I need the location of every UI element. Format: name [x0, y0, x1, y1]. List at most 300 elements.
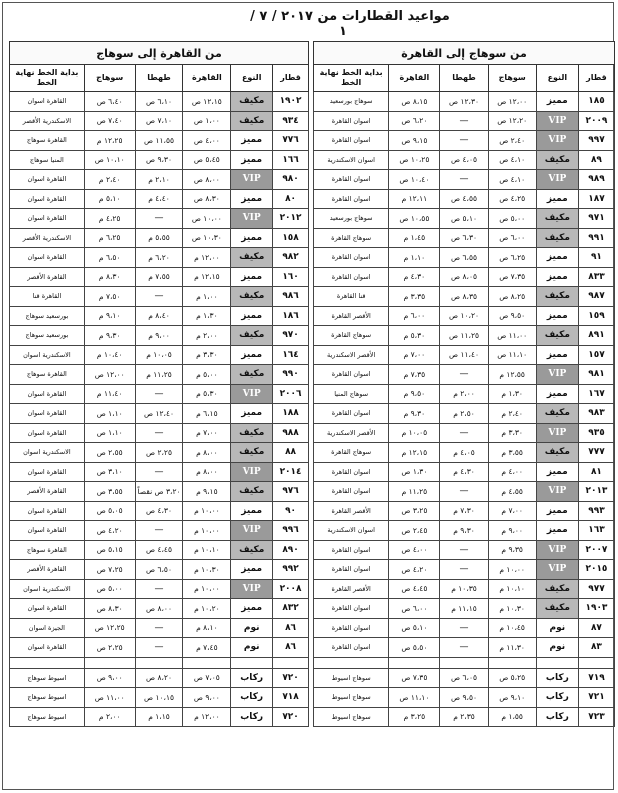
train-type-cell: مكيف — [536, 579, 578, 599]
time-cell: ٩،١٥ ص — [389, 131, 440, 151]
train-number-cell: ٩٩٧ — [578, 131, 614, 151]
route-cell: القاهرة اسوان — [10, 521, 85, 541]
time-cell: — — [440, 638, 488, 658]
route-cell: اسوان الاسكندرية — [314, 521, 389, 541]
time-cell: ١٠،٠٠ م — [488, 560, 536, 580]
train-number-cell: ٢٠٠٩ — [578, 111, 614, 131]
time-cell: ٦،٤٠ ص — [84, 92, 135, 112]
table-row — [10, 540, 309, 560]
train-type-cell: مميز — [231, 131, 273, 151]
table-row — [314, 248, 615, 268]
time-cell: ٦،٥٠ ص — [135, 560, 183, 580]
train-type-cell: VIP — [231, 521, 273, 541]
train-type-cell: ركاب — [231, 688, 273, 708]
train-number-cell: ٩٧٠ — [273, 326, 309, 346]
train-type-cell: مميز — [536, 267, 578, 287]
route-cell: سوهاج المنيا — [314, 384, 389, 404]
train-number-cell: ٩٣٥ — [578, 423, 614, 443]
table-row — [314, 501, 615, 521]
time-cell: ٥،٠٥ ص — [84, 501, 135, 521]
time-cell: — — [135, 423, 183, 443]
time-cell: ١٢،١١ م — [389, 189, 440, 209]
column-header: بداية الخط نهاية الخط — [10, 65, 85, 92]
time-cell: ٦،٢٠ ص — [389, 111, 440, 131]
time-cell: ٤،٤٠ م — [135, 189, 183, 209]
time-cell: ١٢،٠٠ م — [183, 248, 231, 268]
time-cell: ٨،٢٥ ص — [488, 287, 536, 307]
time-cell: — — [135, 618, 183, 638]
train-number-cell: ٧٢٠ — [273, 668, 309, 688]
route-cell: اسوان القاهرة — [314, 248, 389, 268]
train-number-cell: ٢٠١٤ — [273, 462, 309, 482]
train-type-cell: مميز — [231, 501, 273, 521]
schedule-page — [2, 2, 614, 790]
train-type-cell: مكيف — [536, 326, 578, 346]
train-number-cell: ١٩٠٣ — [578, 599, 614, 619]
time-cell: ١٢،١٥ م — [389, 443, 440, 463]
table-row — [10, 287, 309, 307]
separator-cell — [389, 657, 440, 668]
time-cell: ١٠،٢٠ م — [183, 599, 231, 619]
train-number-cell: ٨٩١ — [578, 326, 614, 346]
route-cell: سوهاج بورسعيد — [314, 209, 389, 229]
time-cell: ٩،٠٠ م — [135, 326, 183, 346]
train-type-cell: مميز — [231, 267, 273, 287]
table-row — [10, 668, 309, 688]
time-cell: ٢،٥٠ م — [440, 404, 488, 424]
time-cell: ١٢،١٥ ص — [183, 92, 231, 112]
train-type-cell: ركاب — [536, 688, 578, 708]
train-type-cell: نوم — [536, 638, 578, 658]
table-row — [314, 462, 615, 482]
time-cell: ١٠،٥٥ ص — [389, 209, 440, 229]
train-type-cell: مكيف — [231, 92, 273, 112]
time-cell: ١١،٠٠ ص — [84, 688, 135, 708]
train-number-cell: ٩٩١ — [578, 228, 614, 248]
time-cell: ٩،٣٠ م — [440, 521, 488, 541]
train-type-cell: مكيف — [536, 404, 578, 424]
separator-cell — [84, 657, 135, 668]
table-row — [314, 92, 615, 112]
table-row — [10, 384, 309, 404]
route-cell: القاهرة اسوان — [10, 189, 85, 209]
train-type-cell: VIP — [536, 560, 578, 580]
time-cell: ٦،٠٠ ص — [389, 599, 440, 619]
time-cell: ٤،٣٠ م — [389, 267, 440, 287]
train-type-cell: VIP — [536, 131, 578, 151]
route-cell: اسوان القاهرة — [314, 618, 389, 638]
route-cell: اسوان الاسكندرية — [314, 150, 389, 170]
sohag-to-cairo-table — [313, 41, 615, 727]
train-type-cell: VIP — [536, 482, 578, 502]
time-cell: ٣،٢٥ م — [389, 707, 440, 727]
route-cell: اسيوط سوهاج — [10, 668, 85, 688]
train-type-cell: مميز — [231, 228, 273, 248]
time-cell: ٩،١٥ م — [183, 482, 231, 502]
table-row — [314, 111, 615, 131]
time-cell: ١١،٤٠ م — [84, 384, 135, 404]
table-row — [314, 170, 615, 190]
train-number-cell: ١٥٧ — [578, 345, 614, 365]
route-cell: القاهرة اسوان — [10, 170, 85, 190]
time-cell: ١٠،٣٥ م — [440, 579, 488, 599]
column-header: بداية الخط نهاية الخط — [314, 65, 389, 92]
time-cell: ٣،١٠ ص — [84, 462, 135, 482]
time-cell: ١٠،٠٠ ص — [183, 209, 231, 229]
time-cell: ٥،٣٠ م — [389, 326, 440, 346]
time-cell: — — [440, 170, 488, 190]
route-cell: اسوان القاهرة — [314, 365, 389, 385]
time-cell: — — [135, 209, 183, 229]
time-cell: ٢،٤٠ م — [488, 404, 536, 424]
table-row — [10, 365, 309, 385]
route-cell: الاسكندرية اسوان — [10, 579, 85, 599]
train-number-cell: ١٨٦ — [273, 306, 309, 326]
table-row — [10, 150, 309, 170]
time-cell: ٨،٣٠ ص — [183, 189, 231, 209]
column-header: طهطا — [135, 65, 183, 92]
time-cell: ٦،٢٥ م — [84, 228, 135, 248]
table-row — [314, 131, 615, 151]
train-number-cell: ٢٠١٢ — [273, 209, 309, 229]
column-header-row — [314, 65, 615, 92]
column-header: النوع — [536, 65, 578, 92]
train-number-cell: ٩٨٧ — [578, 287, 614, 307]
time-cell: ٢،٠٠ م — [440, 384, 488, 404]
table-row — [314, 540, 615, 560]
train-type-cell: VIP — [231, 384, 273, 404]
train-number-cell: ٨٦ — [273, 638, 309, 658]
train-type-cell: ركاب — [536, 668, 578, 688]
time-cell: ٨،٣٠ ص — [84, 599, 135, 619]
time-cell: ٨،١٠ م — [183, 618, 231, 638]
time-cell: — — [440, 423, 488, 443]
time-cell: ١١،٣٠ م — [488, 638, 536, 658]
route-cell: القاهرة الأقصر — [10, 267, 85, 287]
time-cell: ٨،٠٠ ص — [135, 599, 183, 619]
train-number-cell: ٨٣٣ — [578, 267, 614, 287]
table-row — [10, 92, 309, 112]
train-number-cell: ٩٩٦ — [273, 521, 309, 541]
separator-cell — [578, 657, 614, 668]
section-heading: من سوهاج إلى القاهرة — [314, 42, 615, 65]
table-row — [10, 560, 309, 580]
route-cell: اسوان القاهرة — [314, 482, 389, 502]
train-type-cell: مميز — [231, 150, 273, 170]
time-cell: ٥،٥٥ م — [135, 228, 183, 248]
train-number-cell: ٩٨١ — [578, 365, 614, 385]
table-row — [314, 228, 615, 248]
time-cell: ٧،٥٥ م — [135, 267, 183, 287]
time-cell: ٤،٥٥ م — [488, 482, 536, 502]
table-row — [10, 326, 309, 346]
train-number-cell: ٩٨٦ — [273, 287, 309, 307]
train-type-cell: مميز — [231, 189, 273, 209]
route-cell: بورسعيد سوهاج — [10, 326, 85, 346]
time-cell: ٢،٢٥ ص — [135, 443, 183, 463]
train-type-cell: مكيف — [536, 599, 578, 619]
time-cell: ٤،٠٠ ص — [183, 131, 231, 151]
table-row — [10, 131, 309, 151]
time-cell: ١٢،٤٠ ص — [135, 404, 183, 424]
time-cell: ٨،٢٠ ص — [135, 668, 183, 688]
route-cell: اسيوط سوهاج — [10, 688, 85, 708]
table-row — [10, 443, 309, 463]
train-type-cell: مكيف — [231, 111, 273, 131]
table-row — [314, 638, 615, 658]
table-row — [10, 404, 309, 424]
time-cell: ١٢،٢٥ م — [84, 131, 135, 151]
route-cell: القاهرة اسوان — [10, 384, 85, 404]
table-row — [314, 618, 615, 638]
time-cell: ٩،٣٠ م — [389, 404, 440, 424]
time-cell: ٥،٠٠ م — [183, 365, 231, 385]
table-row — [314, 267, 615, 287]
time-cell: ٩،٠٠ ص — [84, 668, 135, 688]
table-body — [10, 92, 309, 727]
time-cell: ٩،٥٠ ص — [488, 306, 536, 326]
section-heading: من القاهرة إلى سوهاج — [10, 42, 309, 65]
time-cell: ١٠،٣٠ م — [183, 560, 231, 580]
route-cell: القاهرة اسوان — [10, 599, 85, 619]
time-cell: ١٢،٢٥ ص — [84, 618, 135, 638]
train-type-cell: مكيف — [231, 540, 273, 560]
time-cell: ٤،٠٠ م — [488, 462, 536, 482]
time-cell: ٤،٠٥ ص — [440, 150, 488, 170]
train-type-cell: مميز — [231, 345, 273, 365]
table-row — [10, 482, 309, 502]
time-cell: — — [440, 540, 488, 560]
time-cell: ٥،٢٥ ص — [488, 668, 536, 688]
train-type-cell: مميز — [231, 599, 273, 619]
train-number-cell: ٧٧٧ — [578, 443, 614, 463]
route-cell: المنيا سوهاج — [10, 150, 85, 170]
table-row — [10, 228, 309, 248]
time-cell: ٤،١٠ ص — [488, 150, 536, 170]
separator-cell — [536, 657, 578, 668]
page-title — [233, 9, 453, 39]
time-cell: — — [135, 462, 183, 482]
table-row — [10, 111, 309, 131]
time-cell: — — [440, 111, 488, 131]
time-cell: ٦،٥٠ م — [84, 248, 135, 268]
route-cell: القاهرة سوهاج — [10, 540, 85, 560]
route-cell: قنا القاهرة — [314, 287, 389, 307]
route-cell: القاهرة سوهاج — [10, 131, 85, 151]
time-cell: ٤،١٠ ص — [488, 170, 536, 190]
train-type-cell: مكيف — [231, 248, 273, 268]
train-type-cell: VIP — [536, 365, 578, 385]
table-row — [314, 404, 615, 424]
time-cell: ٩،١٠ م — [84, 306, 135, 326]
train-number-cell: ٨١ — [578, 462, 614, 482]
train-type-cell: مميز — [536, 189, 578, 209]
separator-cell — [10, 657, 85, 668]
route-cell: القاهرة اسوان — [10, 404, 85, 424]
time-cell: ٤،٠٥ م — [440, 443, 488, 463]
time-cell: ٧،٣٥ ص — [389, 668, 440, 688]
train-type-cell: مميز — [231, 404, 273, 424]
train-type-cell: مميز — [536, 462, 578, 482]
column-header: القاهرة — [183, 65, 231, 92]
route-cell: الأقصر الاسكندرية — [314, 345, 389, 365]
route-cell: الاسكندرية الأقصر — [10, 228, 85, 248]
time-cell: ٣،٣٥ م — [389, 287, 440, 307]
train-type-cell: VIP — [231, 579, 273, 599]
time-cell: — — [135, 287, 183, 307]
time-cell: — — [440, 618, 488, 638]
time-cell: ٧،١٠ ص — [135, 111, 183, 131]
time-cell: ٨،١٥ ص — [389, 92, 440, 112]
train-type-cell: نوم — [536, 618, 578, 638]
time-cell: ٦،٣٠ ص — [440, 228, 488, 248]
time-cell: ٧،٥٠ م — [84, 287, 135, 307]
time-cell: ١٢،٠٠ ص — [488, 92, 536, 112]
train-type-cell: مميز — [536, 521, 578, 541]
train-number-cell: ٧٢٠ — [273, 707, 309, 727]
train-type-cell: مكيف — [536, 287, 578, 307]
train-number-cell: ٧٢٣ — [578, 707, 614, 727]
time-cell: ٤،٤٥ ص — [389, 579, 440, 599]
time-cell: ٩،٠٠ م — [488, 521, 536, 541]
table-row — [10, 501, 309, 521]
time-cell: ٥،١٥ ص — [84, 540, 135, 560]
table-row — [10, 462, 309, 482]
table-row — [314, 189, 615, 209]
time-cell: ٧،٠٠ م — [488, 501, 536, 521]
train-number-cell: ١٥٨ — [273, 228, 309, 248]
train-type-cell: مميز — [536, 501, 578, 521]
time-cell: ١،١٠ ص — [84, 404, 135, 424]
time-cell: ٦،١٥ م — [183, 404, 231, 424]
train-type-cell: مميز — [536, 248, 578, 268]
route-cell: سوهاج القاهرة — [314, 228, 389, 248]
title-date: ٢٠١٧ / ٧ / ١ — [250, 9, 347, 39]
table-row — [314, 688, 615, 708]
separator-cell — [488, 657, 536, 668]
route-cell: اسيوط سوهاج — [10, 707, 85, 727]
time-cell: ٥،٠٠ ص — [84, 579, 135, 599]
time-cell: ١١،١٥ م — [440, 599, 488, 619]
sohag-to-cairo-section — [313, 41, 615, 789]
time-cell: ٥،٤٥ ص — [183, 150, 231, 170]
time-cell: ٧،٤٠ ص — [84, 111, 135, 131]
time-cell: ٤،٢٠ ص — [389, 560, 440, 580]
column-header: القاهرة — [389, 65, 440, 92]
train-type-cell: مكيف — [536, 443, 578, 463]
route-cell: القاهرة اسوان — [10, 248, 85, 268]
table-row — [10, 209, 309, 229]
route-cell: سوهاج اسيوط — [314, 707, 389, 727]
route-cell: سوهاج اسيوط — [314, 668, 389, 688]
time-cell: ١١،٢٥ ص — [440, 326, 488, 346]
route-cell: سوهاج القاهرة — [314, 326, 389, 346]
time-cell: ١٠،٤٠ م — [84, 345, 135, 365]
train-number-cell: ٩٨٩ — [578, 170, 614, 190]
table-row — [10, 189, 309, 209]
route-cell: الأقصر القاهرة — [314, 306, 389, 326]
train-number-cell: ١٨٥ — [578, 92, 614, 112]
column-header: سوهاج — [488, 65, 536, 92]
time-cell: ٧،٠٠ م — [389, 345, 440, 365]
time-cell: ٣،٥٥ م — [488, 443, 536, 463]
column-header-row — [10, 65, 309, 92]
route-cell: اسوان القاهرة — [314, 170, 389, 190]
route-cell: اسوان القاهرة — [314, 131, 389, 151]
train-type-cell: مميز — [536, 384, 578, 404]
separator-row — [10, 657, 309, 668]
train-type-cell: مميز — [536, 92, 578, 112]
time-cell: ٣،٣٠ م — [488, 423, 536, 443]
train-number-cell: ٢٠٠٧ — [578, 540, 614, 560]
train-type-cell: مكيف — [536, 150, 578, 170]
time-cell: ١،١٠ م — [389, 248, 440, 268]
time-cell: ٧،٣٥ ص — [488, 267, 536, 287]
route-cell: القاهرة اسوان — [10, 209, 85, 229]
time-cell: ١٠،٣٠ م — [488, 599, 536, 619]
time-cell: ٦،٢٥ ص — [488, 248, 536, 268]
time-cell: ٥،٠٠ ص — [488, 209, 536, 229]
train-type-cell: ركاب — [536, 707, 578, 727]
train-type-cell: VIP — [231, 462, 273, 482]
train-number-cell: ٩٠ — [273, 501, 309, 521]
time-cell: ٩،٣٠ م — [84, 326, 135, 346]
time-cell: ١،١٥ م — [135, 707, 183, 727]
route-cell: الاسكندرية الأقصر — [10, 111, 85, 131]
table-row — [10, 688, 309, 708]
train-number-cell: ٢٠٠٨ — [273, 579, 309, 599]
time-cell: ١٠،١٠ م — [488, 579, 536, 599]
time-cell: ١،٠٠ م — [183, 287, 231, 307]
time-cell: ١٠،٤٠ ص — [389, 170, 440, 190]
time-cell: ٩،٣٥ م — [488, 540, 536, 560]
train-number-cell: ٩٩٢ — [273, 560, 309, 580]
route-cell: اسوان القاهرة — [314, 267, 389, 287]
time-cell: — — [135, 579, 183, 599]
train-number-cell: ٩٧٦ — [273, 482, 309, 502]
train-type-cell: VIP — [231, 209, 273, 229]
route-cell: القاهرة اسوان — [10, 462, 85, 482]
time-cell: ٧،٠٠ م — [183, 423, 231, 443]
train-number-cell: ٧١٨ — [273, 688, 309, 708]
route-cell: اسوان القاهرة — [314, 638, 389, 658]
separator-cell — [314, 657, 389, 668]
time-cell: ٣،٥٥ ص — [84, 482, 135, 502]
route-cell: سوهاج اسيوط — [314, 688, 389, 708]
train-number-cell: ١٨٧ — [578, 189, 614, 209]
train-type-cell: مميز — [536, 345, 578, 365]
train-number-cell: ١٨٨ — [273, 404, 309, 424]
time-cell: ٦،٥٥ ص — [440, 248, 488, 268]
table-row — [10, 267, 309, 287]
route-cell: اسوان القاهرة — [314, 404, 389, 424]
time-cell: ٧،٠٥ ص — [183, 668, 231, 688]
time-cell: — — [440, 131, 488, 151]
time-cell: ١،٤٥ م — [389, 228, 440, 248]
table-row — [10, 423, 309, 443]
route-cell: بورسعيد سوهاج — [10, 306, 85, 326]
time-cell: ٤،٣٠ ص — [135, 501, 183, 521]
route-cell: اسوان القاهرة — [314, 462, 389, 482]
time-cell: ١٢،٢٠ ص — [488, 111, 536, 131]
table-row — [10, 638, 309, 658]
table-row — [314, 668, 615, 688]
time-cell: ١٠،٢٥ ص — [389, 150, 440, 170]
time-cell: ١،١٠ ص — [84, 423, 135, 443]
time-cell: ١،٥٥ م — [488, 707, 536, 727]
time-cell: ٨،٠٠ ص — [183, 170, 231, 190]
table-row — [314, 345, 615, 365]
